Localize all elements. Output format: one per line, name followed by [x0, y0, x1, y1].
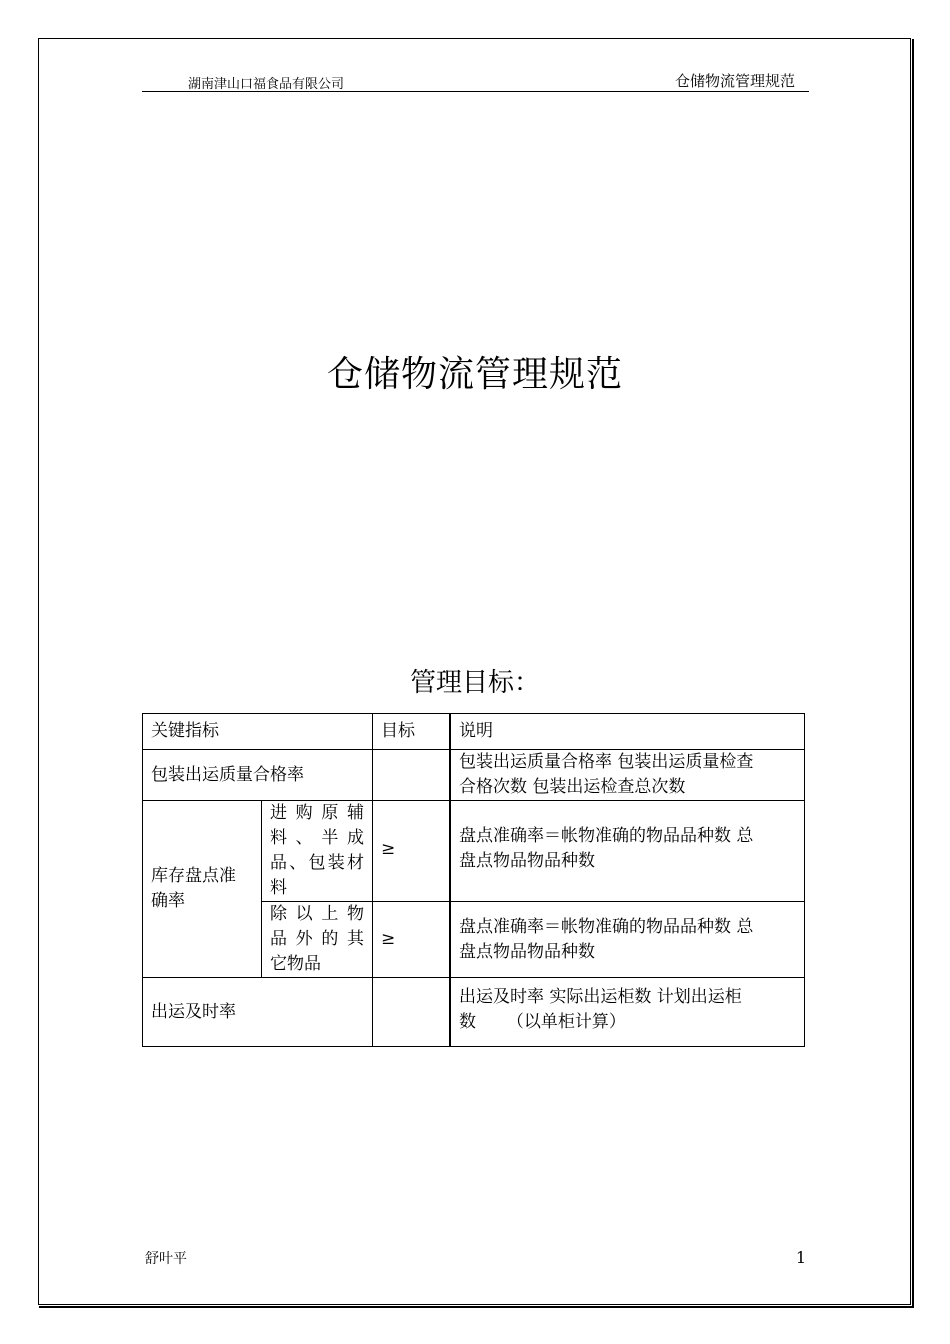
sub-indicator-line: 进购原辅 [270, 803, 364, 823]
target-cell: ≥ [373, 902, 451, 978]
sub-indicator-line: 料 [270, 878, 287, 898]
description-cell [450, 750, 805, 801]
kpi-table [142, 713, 805, 1047]
header-cell-indicator: 关键指标 [143, 714, 373, 750]
footer-author: 舒叶平 [145, 1251, 187, 1267]
description-line: 包装出运质量合格率 包装出运质量检查 [459, 752, 754, 772]
description-line: 盘点准确率＝帐物准确的物品品种数 总 [459, 916, 754, 937]
indicator-text: 库存盘点准确率 [151, 866, 236, 911]
sub-indicator-line: 除以上物 [270, 904, 364, 924]
page-number: 1 [795, 1248, 806, 1267]
header-cell-target: 目标 [373, 714, 451, 750]
sub-indicator-line: 它物品 [270, 954, 321, 974]
table-row [143, 750, 805, 801]
description-line: 盘点物品物品种数 [459, 941, 595, 962]
header-cell-description: 说明 [450, 714, 805, 750]
sub-indicator-cell [262, 801, 373, 902]
header-company-name: 湖南津山口福食品有限公司 [188, 77, 345, 92]
section-title: 管理目标： [409, 668, 540, 698]
sub-indicator-cell [262, 902, 373, 978]
page-title: 仓储物流管理规范 [326, 354, 623, 395]
sub-indicator-line: 品外的其 [270, 929, 364, 949]
description-line: 出运及时率 实际出运柜数 计划出运柜 [459, 987, 742, 1007]
sub-indicator-line: 料、半成 [270, 828, 364, 848]
table-row [143, 801, 805, 902]
indicator-cell: 出运及时率 [143, 978, 373, 1047]
sub-indicator-line: 品、包装材 [270, 853, 364, 873]
table-row [143, 978, 805, 1047]
description-line: 合格次数 包装出运检查总次数 [459, 777, 686, 797]
indicator-cell: 包装出运质量合格率 [143, 750, 373, 801]
description-cell [450, 978, 805, 1047]
description-line: 数 （以单柜计算） [459, 1012, 626, 1032]
target-cell: ≥ [373, 801, 451, 902]
description-cell [450, 801, 805, 902]
target-cell [373, 978, 451, 1047]
header-rule [142, 91, 809, 92]
header-document-title: 仓储物流管理规范 [674, 72, 795, 90]
description-line: 盘点准确率＝帐物准确的物品品种数 总 [459, 826, 754, 846]
indicator-cell [143, 801, 262, 978]
description-line: 盘点物品物品种数 [459, 851, 595, 871]
target-cell [373, 750, 451, 801]
description-cell [450, 902, 805, 978]
table-header-row [143, 714, 805, 750]
